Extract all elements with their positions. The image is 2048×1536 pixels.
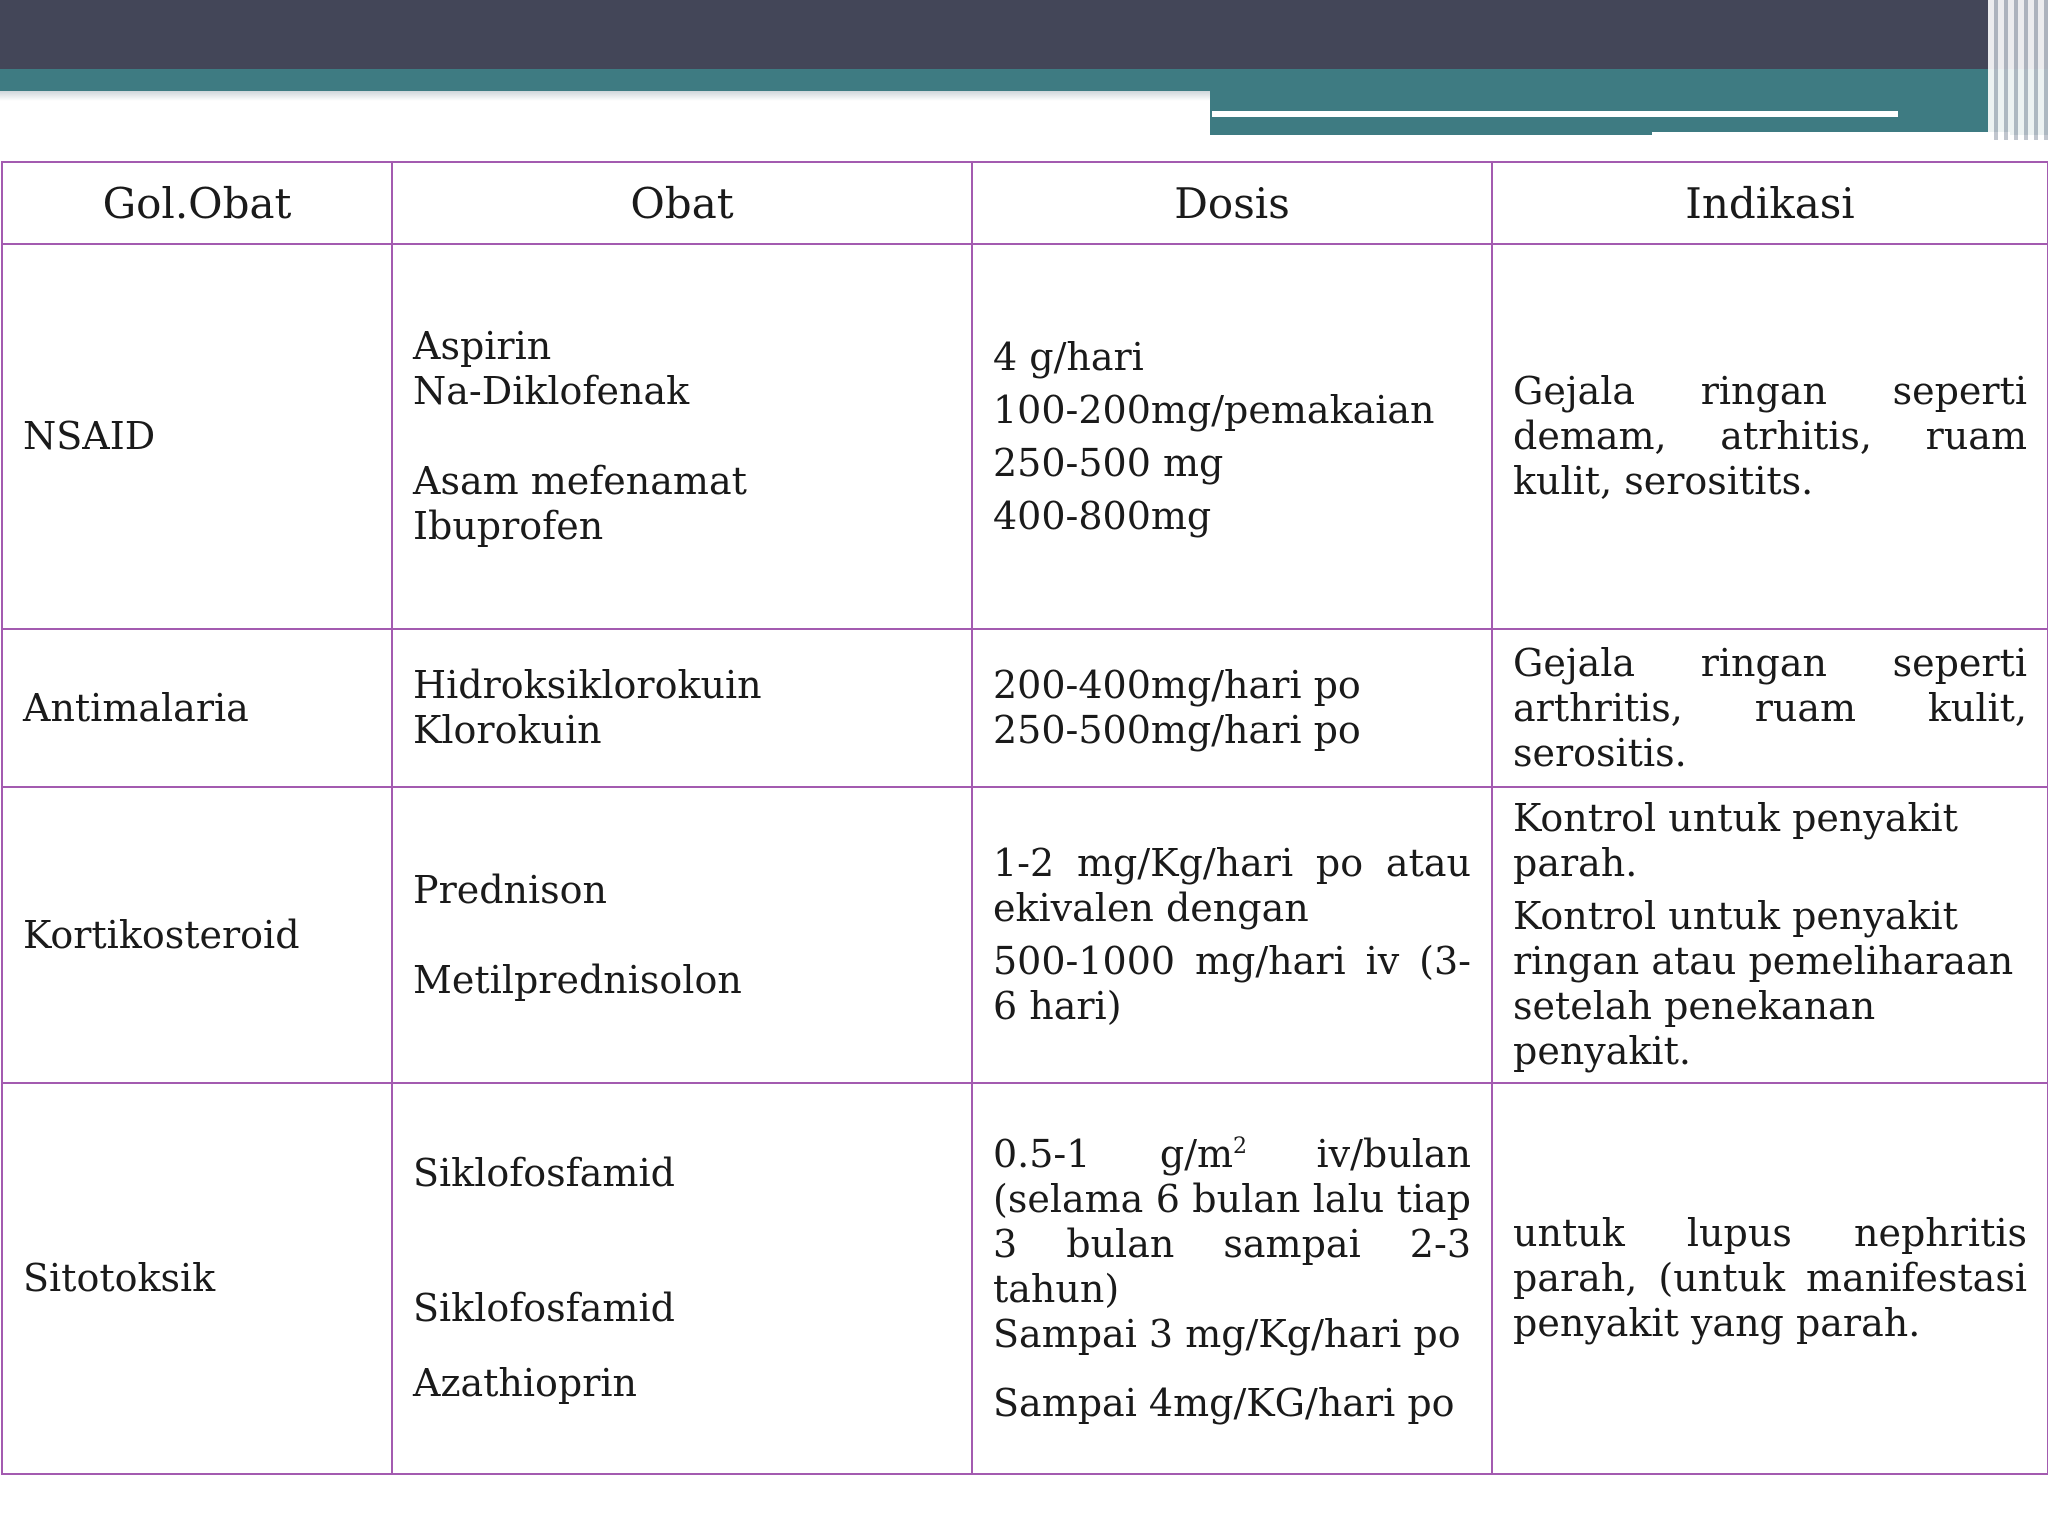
drug-name: Klorokuin [413,708,602,752]
drugs-cell [392,787,972,1083]
group-cell: NSAID [2,244,392,629]
indication-cell: untuk lupus nephritis parah, (untuk manifestasi penyakit yang parah. [1492,1083,2048,1474]
group-cell: Antimalaria [2,629,392,787]
header-obat: Obat [392,162,972,244]
drug-name: Metilprednisolon [413,957,742,1002]
dose-cell [972,244,1492,629]
drug-name: Hidroksiklorokuin [413,663,762,707]
dose-text: 250-500mg/hari po [993,708,1361,752]
header-gol-obat: Gol.Obat [2,162,392,244]
drug-name: Aspirin [413,324,552,368]
dose-text: 400-800mg [993,493,1212,538]
dose-text: Sampai 4mg/KG/hari po [993,1380,1455,1425]
edge-decoration [1988,0,2048,140]
header-shadow [0,91,1210,101]
dose-text: 500-1000 mg/hari iv (3-6 hari) [993,939,1471,1028]
header-indikasi: Indikasi [1492,162,2048,244]
drug-name: Azathioprin [413,1361,638,1405]
dose-text: 1-2 mg/Kg/hari po atau ekivalen dengan [993,841,1471,930]
drug-name: Siklofosfamid [413,1286,675,1330]
dose-text: 4 g/hari [993,334,1144,379]
dose-text: 100-200mg/pemakaian [993,387,1435,432]
table-row [2,244,2048,629]
drugs-cell [392,1083,972,1474]
header-bar [0,0,2048,69]
drugs-cell [392,244,972,629]
group-cell: Sitotoksik [2,1083,392,1474]
header-dosis: Dosis [972,162,1492,244]
group-cell: Kortikosteroid [2,787,392,1083]
drugs-cell [392,629,972,787]
table-row [2,629,2048,787]
table-row [2,787,2048,1083]
indication-text: Kontrol untuk penyakit ringan atau pemeliharaan setelah penekanan penyakit. [1513,894,2014,1073]
drug-name: Siklofosfamid [413,1151,675,1195]
table-row [2,1083,2048,1474]
table-header-row [2,162,2048,244]
drug-name: Prednison [413,867,608,912]
indication-text: Kontrol untuk penyakit parah. [1513,796,1958,885]
dose-cell [972,787,1492,1083]
drug-name: Asam mefenamat [413,459,747,503]
dose-text: 0.5-1 $g/m^2$ iv/bulan (selama 6 bulan lalu tiap 3 bulan sampai 2-3 tahun) [993,1131,1471,1311]
dose-text: 250-500 mg [993,440,1224,485]
indication-cell: Gejala ringan seperti demam, atrhitis, ruam kulit, serositits. [1492,244,2048,629]
dose-text: 200-400mg/hari po [993,663,1361,707]
drug-name: Ibuprofen [413,504,604,548]
dose-cell [972,629,1492,787]
drug-name: Na-Diklofenak [413,369,690,413]
indication-cell [1492,787,2048,1083]
drug-table [1,161,2048,1475]
header-rule-2 [1652,132,2010,138]
dose-text: Sampai 3 mg/Kg/hari po [993,1311,1461,1356]
indication-cell: Gejala ringan seperti arthritis, ruam kulit, serositis. [1492,629,2048,787]
dose-cell [972,1083,1492,1474]
header-accent-band [0,69,2048,91]
header-rule-1 [1212,111,1898,117]
